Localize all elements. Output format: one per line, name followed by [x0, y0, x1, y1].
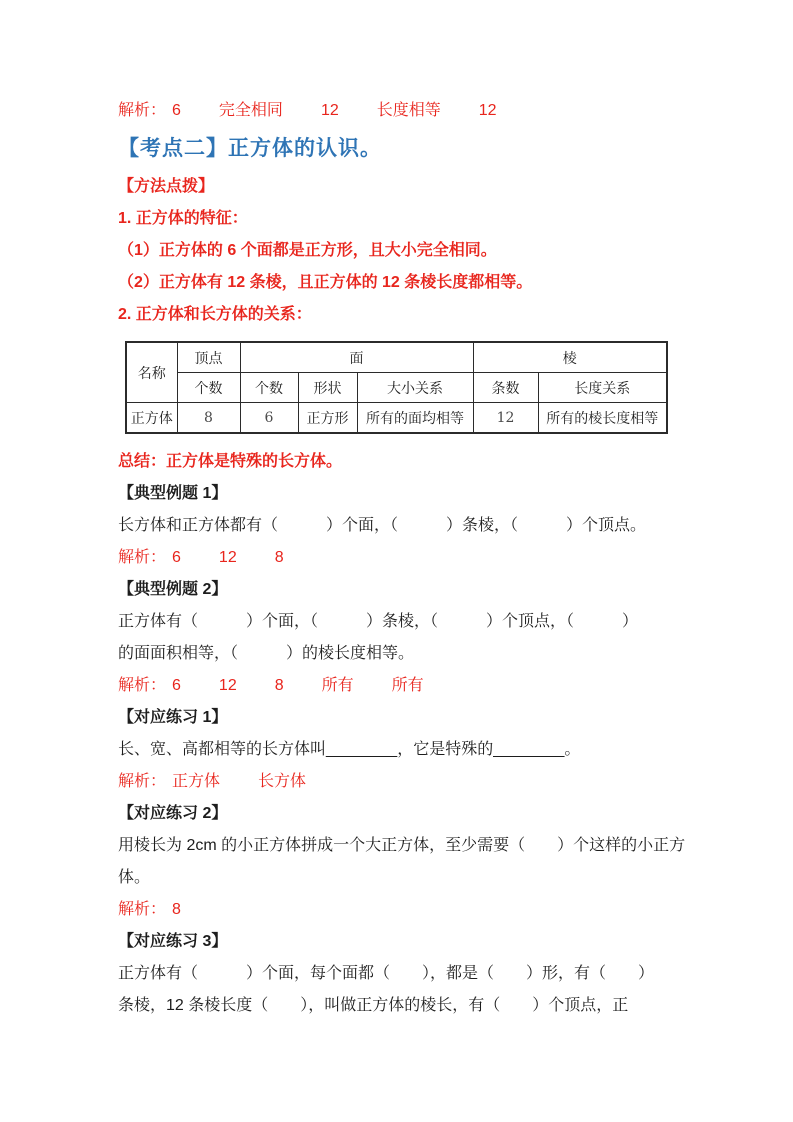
table-header-vertex: 顶点 — [177, 342, 240, 373]
practice-2-analysis — [118, 894, 693, 926]
example-1-question: 长方体和正方体都有（ ）个面，（ ）条棱，（ ）个顶点。 — [118, 517, 647, 534]
example-2-title: 【典型例题 2】 — [118, 581, 228, 598]
feature-item-1: （1）正方体的 6 个面都是正方形，且大小完全相同。 — [118, 242, 497, 259]
analysis-value: 12 — [218, 677, 237, 694]
example-2-question-line-1: 正方体有（ ）个面，（ ）条棱，（ ）个顶点，（ ） — [118, 613, 639, 630]
cell-size-relation: 所有的面均相等 — [357, 403, 473, 434]
example-2-analysis — [118, 670, 693, 702]
cell-vertex-count: 8 — [177, 403, 240, 434]
relation-title: 2. 正方体和长方体的关系： — [118, 306, 312, 323]
table-header-shape: 形状 — [298, 373, 357, 403]
analysis-value: 6 — [172, 549, 181, 566]
analysis-label: 解析： — [118, 901, 167, 918]
analysis-value: 完全相同 — [218, 102, 283, 119]
example-2-question-line-2: 的面面积相等，（ ）的棱长度相等。 — [118, 645, 415, 662]
keypoint-heading: 【考点二】正方体的认识。 — [118, 137, 382, 160]
comparison-table — [125, 341, 668, 434]
cell-face-count: 6 — [240, 403, 298, 434]
table-header-size-relation: 大小关系 — [357, 373, 473, 403]
analysis-line-top — [118, 95, 693, 127]
analysis-value: 8 — [274, 549, 284, 566]
practice-2-question-line-1: 用棱长为 2cm 的小正方体拼成一个大正方体，至少需要（ ）个这样的小正方 — [118, 837, 686, 854]
table-header-vertex-count: 个数 — [177, 373, 240, 403]
analysis-value: 6 — [172, 102, 181, 119]
analysis-label: 解析： — [118, 773, 167, 790]
analysis-value: 6 — [172, 677, 181, 694]
practice-3-question-line-1: 正方体有（ ）个面，每个面都（ ），都是（ ）形，有（ ） — [118, 965, 655, 982]
feature-item-2: （2）正方体有 12 条棱，且正方体的 12 条棱长度都相等。 — [118, 274, 533, 291]
practice-1-question: 长、宽、高都相等的长方体叫________，它是特殊的________。 — [118, 741, 581, 758]
table-header-length-relation: 长度关系 — [538, 373, 667, 403]
table-header-row-2 — [126, 373, 667, 403]
analysis-value: 8 — [172, 901, 181, 918]
practice-3-question-line-2: 条棱，12 条棱长度（ ），叫做正方体的棱长，有（ ）个顶点，正 — [118, 997, 629, 1014]
practice-3-title: 【对应练习 3】 — [118, 933, 228, 950]
analysis-label: 解析： — [118, 677, 167, 694]
analysis-value: 8 — [274, 677, 284, 694]
cell-shape: 正方形 — [298, 403, 357, 434]
analysis-value: 所有 — [391, 677, 424, 694]
practice-2-question-line-2: 体。 — [118, 869, 151, 886]
practice-1-title: 【对应练习 1】 — [118, 709, 228, 726]
table-header-face-count: 个数 — [240, 373, 298, 403]
feature-title: 1. 正方体的特征： — [118, 210, 248, 227]
table-row — [126, 403, 667, 434]
analysis-label: 解析： — [118, 102, 167, 119]
practice-1-analysis — [118, 766, 693, 798]
analysis-value: 12 — [218, 549, 237, 566]
method-heading: 【方法点拨】 — [118, 178, 215, 195]
analysis-value: 长方体 — [258, 773, 307, 790]
analysis-label: 解析： — [118, 549, 167, 566]
analysis-value: 12 — [478, 102, 497, 119]
analysis-value: 正方体 — [172, 773, 221, 790]
cell-length-relation: 所有的棱长度相等 — [538, 403, 667, 434]
table-header-name: 名称 — [126, 342, 177, 403]
table-header-edge-count: 条数 — [473, 373, 538, 403]
cell-name: 正方体 — [126, 403, 177, 434]
table-header-edge: 棱 — [473, 342, 667, 373]
analysis-value: 12 — [320, 102, 339, 119]
cell-edge-count: 12 — [473, 403, 538, 434]
table-header-face: 面 — [240, 342, 473, 373]
example-1-analysis — [118, 542, 693, 574]
analysis-value: 长度相等 — [376, 102, 441, 119]
practice-2-title: 【对应练习 2】 — [118, 805, 228, 822]
example-1-title: 【典型例题 1】 — [118, 485, 228, 502]
table-header-row-1 — [126, 342, 667, 373]
summary-line: 总结：正方体是特殊的长方体。 — [118, 453, 343, 470]
analysis-value: 所有 — [321, 677, 354, 694]
